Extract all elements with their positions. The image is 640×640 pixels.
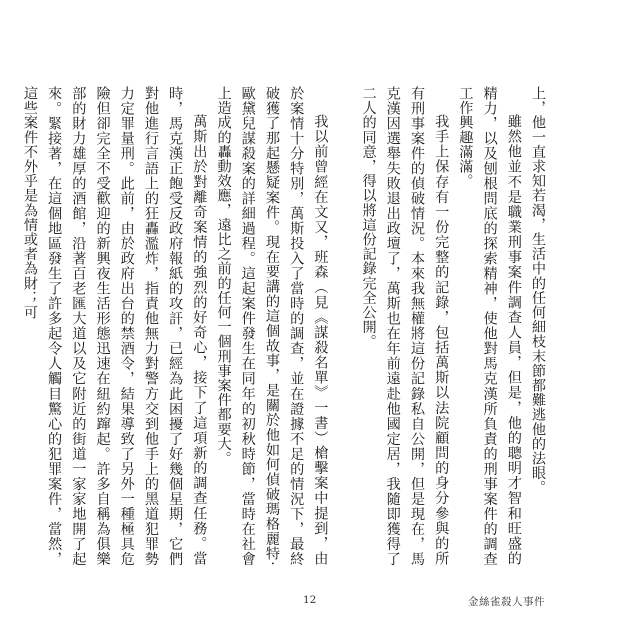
paragraph-5: 萬斯出於對離奇案情的強烈的好奇心，接下了這項新的調查任務。當時，馬克漢正飽受反政府報紙的攻訐，已經為此困擾了好幾個星期，它們對他進行言語上的狂轟濫炸，指責他無力對警方交到他手上的黑道犯罪勢力定罪量刑。此前，由於政府出台的禁酒令，結果導致了另外一種極具危險但卻完全不受歡迎的新興夜生活形態迅速在紐約蹿起。許多自稱為俱樂部的財力雄厚的酒館，沿著百老匯大道以及它附近的街道一家家地開了起來。緊接著，在這個地區發生了許多起令人觸目驚心的犯罪案件，當然，這些案件不外乎是為情或者為財；可: [21, 86, 208, 566]
paragraph-2: 雖然他並不是職業刑事案件調查人員，但是，他的聰明才智和旺盛的精力，以及刨根問底的探索精神，使他對馬克漢所負責的刑事案件的調查工作興趣滿滿。: [457, 86, 522, 566]
paragraph-4: 我以前曾經在文又，班森（見《謀殺名單》一書）槍擊案中提到，由於案情十分特別，萬斯投入了當時的調查，並在證據不足的情況下，最終破獲了那起懸疑案件。現在要講的這個故事，是關於他如何偵破瑪格麗特·歐黛兒謀殺案的詳細過程。這起案件發生在同年的初秋時節，當時在社會上造成的轟動效應，遠比之前的任何一個刑事案件都要大。: [215, 86, 329, 566]
page-number: 12: [303, 594, 317, 606]
section-break: [332, 86, 356, 566]
page-footer: [0, 594, 640, 614]
paragraph-1: 上，他一直求知若渴，生活中的任何細枝末節都難逃他的法眼。: [530, 86, 546, 495]
body-text: [18, 86, 550, 566]
paragraph-3: 我手上保存有一份完整的記錄，包括萬斯以法院顧問的身分參與的所有刑事案件的偵破情況。本來我無權將這份記錄私自公開，但是現在，馬克漢因選舉失敗退出政壇了，萬斯也在年前遠赴他國定居，我隨即獲得了二人的同意，得以將這份記錄完全公開。: [360, 86, 450, 566]
running-title: 金絲雀殺人事件: [468, 596, 545, 608]
